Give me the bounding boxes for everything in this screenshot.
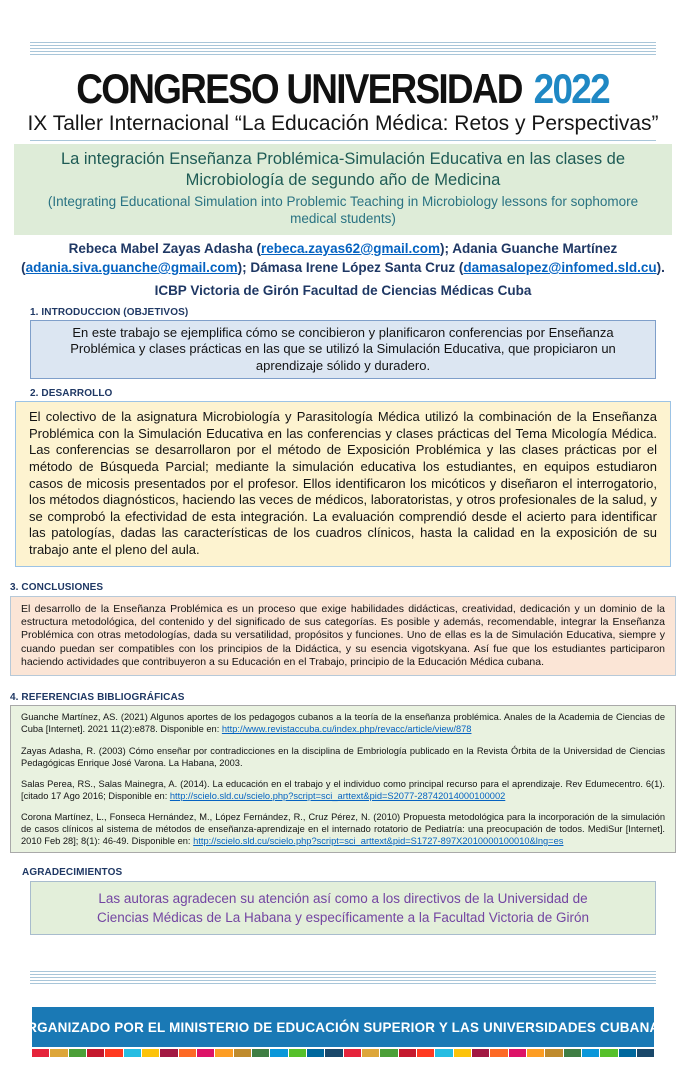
affiliation: ICBP Victoria de Girón Facultad de Ciencias Médicas Cuba (154, 282, 532, 298)
sdg-strip (32, 1049, 654, 1057)
introduccion-box: En este trabajo se ejemplifica cómo se concibieron y planificaron conferencias por Enseñanza Problémica y clases prácticas en las que se utilizó la Simulación Educativa, que propiciaron un aprendizaje sólido y duradero. (30, 320, 656, 379)
sdg-color-segment (270, 1049, 287, 1057)
reference-link[interactable]: http://scielo.sld.cu/scielo.php?script=sci_arttext&pid=S2077-28742014000100002 (169, 790, 506, 801)
section-heading-conclusiones: 3. CONCLUSIONES (10, 581, 104, 593)
sdg-color-segment (600, 1049, 617, 1057)
reference-item (21, 711, 665, 735)
decorative-line (30, 971, 656, 972)
decorative-line (30, 977, 656, 978)
decorative-line (30, 42, 656, 43)
sdg-color-segment (582, 1049, 599, 1057)
poster-title-box (14, 144, 672, 235)
sdg-color-segment (179, 1049, 196, 1057)
sdg-color-segment (454, 1049, 471, 1057)
decorative-line (30, 980, 656, 981)
sdg-color-segment (87, 1049, 104, 1057)
reference-item (21, 778, 665, 802)
sdg-color-segment (564, 1049, 581, 1057)
decorative-line (30, 48, 656, 49)
section-heading-introduccion: 1. INTRODUCCION (OBJETIVOS) (30, 306, 189, 318)
sdg-color-segment (527, 1049, 544, 1057)
poster-title-english: (Integrating Educational Simulation into Problemic Teaching in Microbiology lessons for sophomore medical students) (47, 194, 639, 227)
sdg-color-segment (637, 1049, 654, 1057)
subtitle-divider-line (30, 140, 656, 141)
reference-text: Guanche Martínez, AS. (2021) Algunos aportes de los pedagogos cubanos a la teoría de la enseñanza problémica. Anales de la Academia de Ciencias de Cuba [Internet]. 2021 11(2):e878. Disponible en: (21, 712, 665, 735)
sdg-color-segment (307, 1049, 324, 1057)
sdg-color-segment (69, 1049, 86, 1057)
sdg-color-segment (160, 1049, 177, 1057)
section-heading-agradecimientos: AGRADECIMIENTOS (22, 867, 123, 879)
reference-item (21, 745, 665, 769)
author-name: Rebeca Mabel Zayas Adasha ( (68, 240, 262, 256)
sdg-color-segment (417, 1049, 434, 1057)
organizer-banner (17, 1007, 669, 1047)
decorative-line (30, 974, 656, 975)
sdg-color-segment (197, 1049, 214, 1057)
sdg-color-segment (325, 1049, 342, 1057)
conclusiones-box: El desarrollo de la Enseñanza Problémica es un proceso que exige habilidades didácticas, creatividad, dedicación y un dominio de la estructura metodológica, del contenido y del significado de sus categorías. Es posible y además, recomendable, integrar la Enseñanza Problémica con otras metodologías, dada su versatilidad, propósitos y funciones. Uno de ellas es la de Simulación Educativa, siempre y cuando puedan ser compatibles con los principios de la Didáctica, y su esencia vigotskyana. Así fue que los estudiantes participaron haciendo actividades que contribuyeron a su Educación en el Trabajo, principio de la Educación Médica cubana. (10, 596, 676, 677)
author-email-link[interactable]: adania.siva.guanche@gmail.com (25, 259, 238, 275)
sdg-color-segment (234, 1049, 251, 1057)
reference-link[interactable]: http://www.revistaccuba.cu/index.php/revacc/article/view/878 (221, 724, 472, 735)
sdg-color-segment (399, 1049, 416, 1057)
section-heading-desarrollo: 2. DESARROLLO (30, 388, 113, 400)
authors-block (0, 239, 686, 277)
reference-text: Zayas Adasha, R. (2003) Cómo enseñar por contradicciones en la disciplina de Embriología publicado en la Revista Órbita de la Universidad de Ciencias Pedagógicas Enrique José Varona. La Habana, 2003. (21, 745, 665, 768)
organizer-banner-text: ORGANIZADO POR EL MINISTERIO DE EDUCACIÓN SUPERIOR Y LAS UNIVERSIDADES CUBANAS (17, 1019, 669, 1036)
sdg-color-segment (435, 1049, 452, 1057)
sdg-color-segment (490, 1049, 507, 1057)
author-email-link[interactable]: damasalopez@infomed.sld.cu (463, 259, 657, 275)
sdg-color-segment (509, 1049, 526, 1057)
sdg-color-segment (252, 1049, 269, 1057)
poster-title-spanish: La integración Enseñanza Problémica-Simulación Educativa en las clases de Microbiología de segundo año de Medicina (60, 149, 626, 190)
congress-year: 2022 (534, 65, 610, 112)
sdg-color-segment (619, 1049, 636, 1057)
sdg-color-segment (124, 1049, 141, 1057)
reference-link[interactable]: http://scielo.sld.cu/scielo.php?script=sci_arttext&pid=S1727-897X2010000100010&lng=es (193, 836, 564, 846)
author-name: ); Adania Guanche Martínez (440, 240, 618, 256)
section-heading-referencias: 4. REFERENCIAS BIBLIOGRÁFICAS (10, 692, 185, 704)
sdg-color-segment (215, 1049, 232, 1057)
sdg-color-segment (105, 1049, 122, 1057)
reference-text: Salas Perea, RS., Salas Mainegra, A. (2014). La educación en el trabajo y el individuo como principal recurso para el aprendizaje. Rev Edumecentro. 6(1). [citado 17 Ago 2016; Disponible en: (21, 778, 665, 801)
sdg-color-segment (472, 1049, 489, 1057)
decorative-line (30, 51, 656, 52)
top-decorative-lines (30, 42, 656, 55)
sdg-color-segment (362, 1049, 379, 1057)
author-email-link[interactable]: rebeca.zayas62@gmail.com (261, 240, 441, 256)
desarrollo-box: El colectivo de la asignatura Microbiología y Parasitología Médica utilizó la combinación de la Enseñanza Problémica con la Simulación Educativa en las conferencias y clases prácticas del Tema Micología Médica. Las conferencias se desarrollaron por el método de Exposición Problémica y las clases prácticas por el método de Búsqueda Parcial; mediante la simulación educativa los estudiantes, en equipos estudiaron casos de micosis presentados por el profesor. Ellos identificaron los micóticos y diseñaron el interrogatorio, los métodos diagnósticos, haciendo las veces de médicos, laboratoristas, y otros profesionales de la salud, y se comprobó la efectividad de esta integración. La evaluación comprendió desde el acierto para identificar las patologías, dadas las características de los cuadros clínicos, hasta la calidad en la exposición de su trabajo ante el pleno del aula. (15, 401, 671, 567)
sdg-color-segment (380, 1049, 397, 1057)
congress-title (0, 65, 686, 112)
sdg-color-segment (545, 1049, 562, 1057)
reference-text: Corona Martínez, L., Fonseca Hernández, M., López Fernández, R., Cruz Pérez, N. (2010) Propuesta metodológica para la incorporación de la simulación de casos clínicos al sistema de métodos de enseñanza-aprendizaje en el internado rotatorio de Pediatría: una preocupación de todos. MediSur [Internet]. 2010 Feb 28]; 8(1): 46-49. Disponible en: (21, 811, 665, 846)
decorative-line (30, 54, 656, 55)
referencias-box (10, 705, 676, 853)
author-name: ); Dámasa Irene López Santa Cruz ( (237, 259, 464, 275)
sdg-color-segment (50, 1049, 67, 1057)
bottom-decorative-lines (30, 971, 656, 984)
sdg-color-segment (289, 1049, 306, 1057)
reference-item (21, 811, 665, 847)
decorative-line (30, 45, 656, 46)
congress-title-text: CONGRESO UNIVERSIDAD (76, 65, 523, 112)
agradecimientos-box: Las autoras agradecen su atención así como a los directivos de la Universidad de Ciencias Médicas de La Habana y específicamente a la Facultad Victoria de Girón (30, 881, 656, 935)
author-name: ( (21, 259, 26, 275)
decorative-line (30, 983, 656, 984)
sdg-color-segment (344, 1049, 361, 1057)
congress-subtitle: IX Taller Internacional “La Educación Médica: Retos y Perspectivas” (27, 111, 659, 135)
sdg-color-segment (32, 1049, 49, 1057)
author-name: ). (656, 259, 665, 275)
sdg-color-segment (142, 1049, 159, 1057)
